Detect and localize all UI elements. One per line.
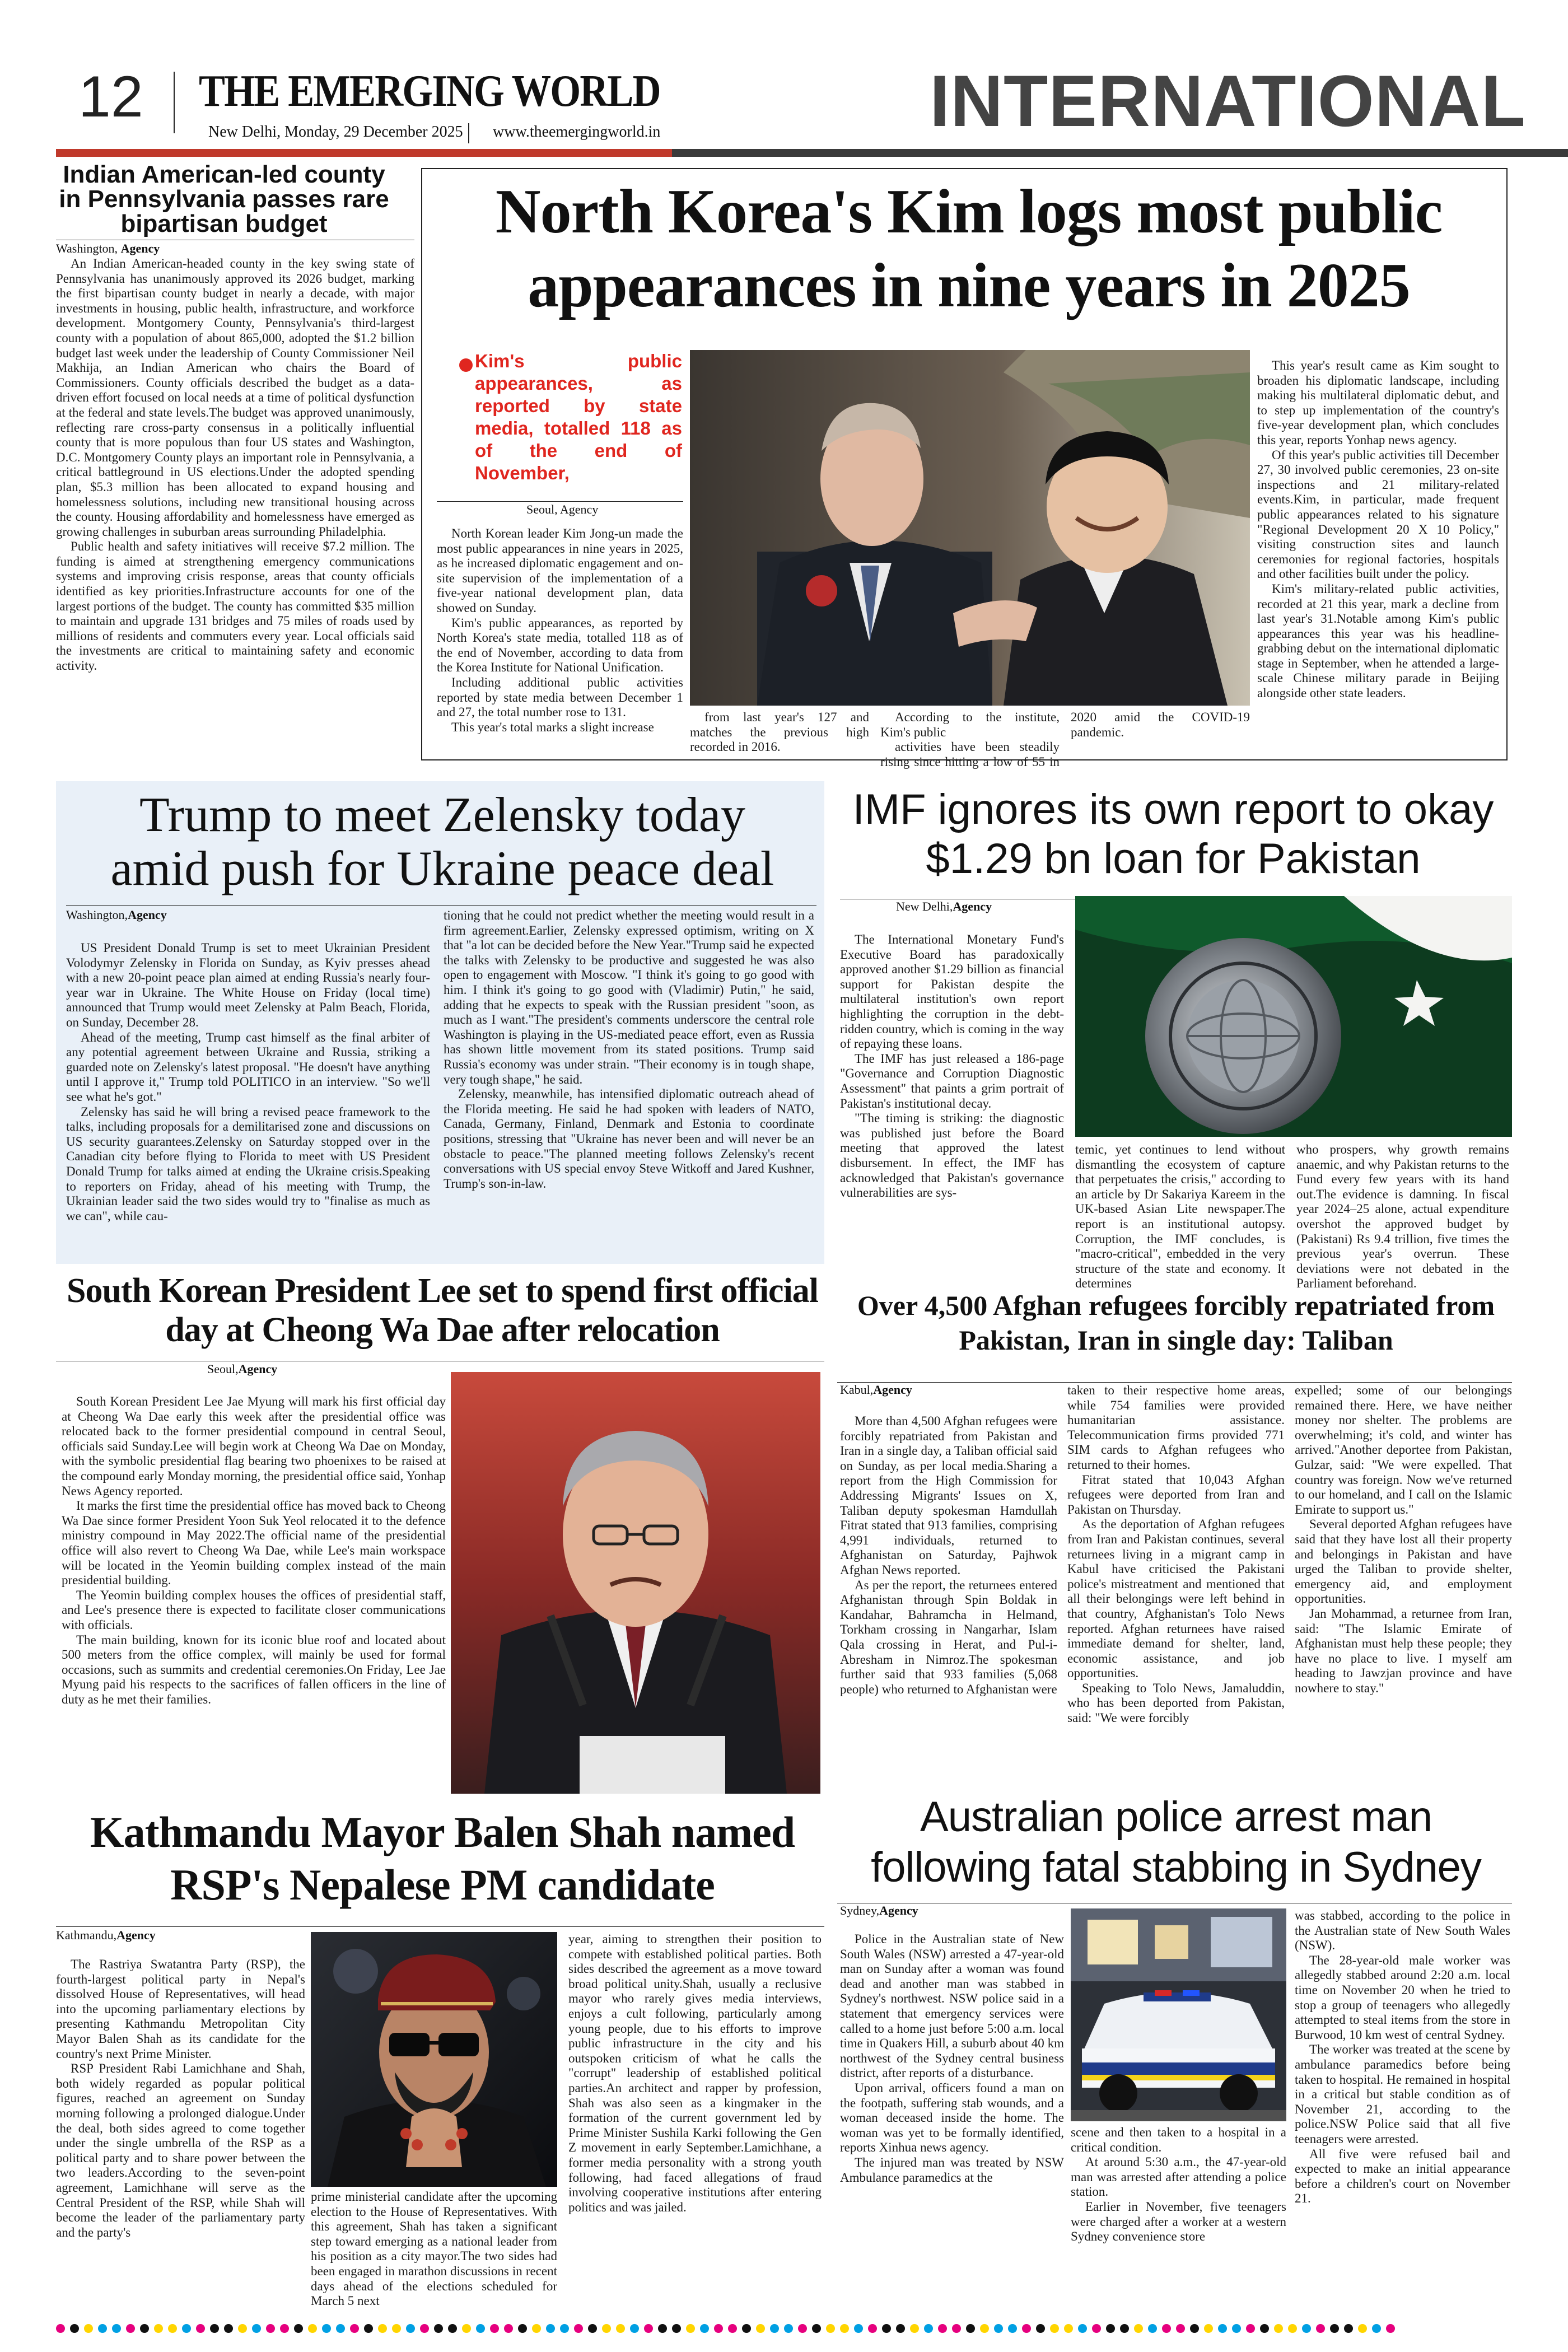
- paragraph: Public health and safety initiatives will receive $7.2 million. The funding is aimed at strengthening emergency communications systems and improving crisis response, areas that county officials identified as key priorities.Infrastructure accounts for one of the largest portions of the budget. The county has committed $35 million to maintain and upgrade 131 bridges and 75 miles of roads used by millions of residents and commuters every year. Local officials said the investments are critical to maintaining safety and economic activity.: [56, 539, 414, 673]
- registration-dot: [364, 2324, 373, 2333]
- kim-dateline-rule: [437, 501, 683, 502]
- registration-dot: [1036, 2324, 1045, 2333]
- dateline: Seoul, Agency: [526, 502, 599, 516]
- paragraph: Several deported Afghan refugees have said that they have lost all their property and belongings in Pakistan and have urged the Taliban to provide shelter, emergency aid, and employment opportunities.: [1295, 1517, 1512, 1606]
- registration-dot: [896, 2324, 905, 2333]
- registration-dot: [1204, 2324, 1213, 2333]
- registration-dot: [1162, 2324, 1171, 2333]
- paragraph: was stabbed, according to the police in the Australian state of New South Wales (NSW).: [1295, 1908, 1510, 1953]
- registration-dot: [1008, 2324, 1017, 2333]
- paragraph: temic, yet continues to lend without dismantling the ecosystem of capture that perpetuates the crisis," according to an article by Dr Sakariya Kareem in the UK-based Asian Lite newspaper.The report is an institutional autopsy. Corruption, the IMF concludes, is "macro-critical", embedded in the very structure of the state and economy. It determines: [1075, 1142, 1285, 1291]
- registration-dot: [1092, 2324, 1101, 2333]
- dateline: Washington,Agency: [66, 908, 167, 922]
- registration-dot: [532, 2324, 541, 2333]
- paragraph: North Korean leader Kim Jong-un made the most public appearances in nine years in 2025, as he increased diplomatic engagement and on-site supervision of the implementation of a five-year national development plan, data showed on Sunday.: [437, 526, 683, 615]
- paragraph: The worker was treated at the scene by ambulance paramedics before being taken to hospital. He remained in hospital in a critical but stable condition as of November 21, according to the police.NSW Police said that all five teenagers were arrested.: [1295, 2042, 1510, 2146]
- registration-dot: [224, 2324, 233, 2333]
- registration-dot: [672, 2324, 681, 2333]
- paragraph: Fitrat stated that 10,043 Afghan refugees were deported from Iran and Pakistan on Thursday.: [1067, 1472, 1285, 1516]
- registration-dot: [168, 2324, 177, 2333]
- registration-dot: [770, 2324, 779, 2333]
- paragraph: The Rastriya Swatantra Party (RSP), the fourth-largest political party in Nepal's dissolved House of Representatives, will head into the upcoming parliamentary elections by presenting Kathmandu Metropolitan City Mayor Balen Shah as its candidate for the country's next Prime Minister.: [56, 1957, 305, 2061]
- sydney-column-2: [1071, 2125, 1286, 2244]
- paragraph: "The timing is striking: the diagnostic was published just before the Board meeting that approved the latest disbursement. In effect, the IMF has acknowledged that Pakistan's governance vulnerabilities are sys-: [840, 1111, 1064, 1200]
- registration-dot: [980, 2324, 989, 2333]
- registration-dot: [588, 2324, 597, 2333]
- kim-putin-photo: [690, 350, 1250, 706]
- website: www.theemergingworld.in: [493, 123, 661, 141]
- registration-dot: [1302, 2324, 1311, 2333]
- registration-dot: [504, 2324, 513, 2333]
- paragraph: Zelensky has said he will bring a revised peace framework to the talks, including proposals for a demilitarised zone and discussions on US security guarantees.Zelensky on Saturday stopped over in the Canadian city before flying to Florida to meet with US President Donald Trump for talks aimed at ending the Ukraine crisis.Speaking to reporters on Friday, ahead of his meeting with Trump, the Ukrainian leader said the two sides would try to "finalise as much as we can", while cau-: [66, 1104, 430, 1223]
- registration-dot: [616, 2324, 625, 2333]
- sydney-column-1: [840, 1932, 1064, 2185]
- registration-dot: [728, 2324, 737, 2333]
- registration-dot: [280, 2324, 289, 2333]
- registration-dot: [1316, 2324, 1325, 2333]
- paragraph: An Indian American-headed county in the key swing state of Pennsylvania has unanimously approved its 2026 budget, marking the first bipartisan county budget in nearly a decade, with major investments in housing, public health, infrastructure, and workforce development. Montgomery County, Pennsylvania's third-largest county with a population of about 865,000, adopted the $1.2 billion budget last week under the leadership of County Commissioner Neil Makhija, an Indian American who chairs the Board of Commissioners. County officials described the budget as a data-driven effort focused on local needs at a time of political dysfunction at the federal and state levels.The budget was approved unanimously, reflecting rare cross-party consensus in a politically influential county that is more populous than four US states and Washington, D.C. Montgomery County plays an important role in Pennsylvania, a critical battleground in US elections.Under the adopted spending plan, $5.3 million has been allocated to expand housing and homelessness solutions, including new transitional housing across the county. Housing affordability and homelessness have emerged as growing challenges in suburban areas surrounding Philadelphia.: [56, 256, 414, 539]
- afghan-column-2: [1067, 1383, 1285, 1726]
- registration-dot: [756, 2324, 765, 2333]
- lee-photo: [451, 1372, 820, 1794]
- registration-dot: [1260, 2324, 1269, 2333]
- registration-dot: [1372, 2324, 1381, 2333]
- registration-dot: [518, 2324, 527, 2333]
- registration-dot: [1078, 2324, 1087, 2333]
- registration-dot: [84, 2324, 93, 2333]
- paragraph: This year's total marks a slight increase: [451, 720, 654, 734]
- registration-dot: [658, 2324, 667, 2333]
- afghan-column-3: [1295, 1383, 1512, 1696]
- trump-column-1: [66, 941, 430, 1224]
- registration-dot: [476, 2324, 485, 2333]
- registration-dot: [266, 2324, 275, 2333]
- paragraph: The IMF has just released a 186-page "Governance and Corruption Diagnostic Assessment" that paints a grim portrait of Pakistan's institutional decay.: [840, 1051, 1064, 1110]
- imf-column-3: [1296, 1142, 1509, 1291]
- registration-dot: [602, 2324, 611, 2333]
- registration-dot: [1218, 2324, 1227, 2333]
- paragraph: South Korean President Lee Jae Myung will mark his first official day at Cheong Wa Dae early this week after the presidential office was relocated back to the former presidential compound in central Seoul, officials said Sunday.Lee will begin work at Cheong Wa Dae on Monday, with the symbolic presidential flag bearing two phoenixes to be raised at the compound early Monday morning, the presidential office said, Yonhap News Agency reported.: [62, 1394, 446, 1498]
- masthead-rule-dark: [672, 149, 1568, 157]
- registration-dot: [322, 2324, 331, 2333]
- sydney-police-photo: [1071, 1908, 1286, 2121]
- registration-dot: [1176, 2324, 1185, 2333]
- imf-pakistan-photo: [1075, 896, 1512, 1137]
- registration-dot: [1386, 2324, 1395, 2333]
- imf-column-1: [840, 932, 1064, 1201]
- paragraph: taken to their respective home areas, while 754 families were provided humanitarian assistance. Telecommunication firms provided 771 SIM cards to Afghan refugees who returned to their homes.: [1067, 1383, 1285, 1472]
- paragraph: Ahead of the meeting, Trump cast himself as the final arbiter of any potential agreement between Ukraine and Russia, striking a guarded note on Zelensky's latest proposal. "He doesn't have anything until I approve it," Trump told POLITICO in an interview. "So we'll see what he's got.": [66, 1030, 430, 1104]
- registration-dot: [434, 2324, 443, 2333]
- registration-dot: [1120, 2324, 1129, 2333]
- section-title: INTERNATIONAL: [930, 60, 1526, 142]
- balen-column-2: [311, 2190, 557, 2309]
- headline: Over 4,500 Afghan refugees forcibly repatriated from Pakistan, Iran in single day: Taliban: [857, 1290, 1495, 1356]
- registration-dot: [70, 2324, 79, 2333]
- registration-dot: [1288, 2324, 1297, 2333]
- registration-dot: [1064, 2324, 1073, 2333]
- registration-dot: [1246, 2324, 1255, 2333]
- paragraph: from last year's 127 and matches the previous high recorded in 2016.: [690, 710, 869, 754]
- registration-dot: [378, 2324, 387, 2333]
- headline: Kathmandu Mayor Balen Shah named RSP's Nepalese PM candidate: [90, 1808, 795, 1909]
- registration-dot: [392, 2324, 401, 2333]
- registration-dot: [966, 2324, 975, 2333]
- registration-dot: [112, 2324, 121, 2333]
- registration-dot: [294, 2324, 303, 2333]
- registration-dot: [98, 2324, 107, 2333]
- registration-dot: [1022, 2324, 1031, 2333]
- registration-dot: [336, 2324, 345, 2333]
- paragraph: According to the institute, Kim's public: [880, 710, 1060, 739]
- registration-dot: [826, 2324, 835, 2333]
- paragraph: Upon arrival, officers found a man on the footpath, suffering stab wounds, and a woman deceased inside the home. The woman was yet to be formally identified, reports Xinhua news agency.: [840, 2080, 1064, 2155]
- paragraph: year, aiming to strengthen their position to compete with established political parties. Both sides described the agreement as a move toward broad political unity.Shah, usually a reclusive mayor who rarely gives media interviews, enjoys a cult following, particularly among young people, due to his efforts to improve public infrastructure in the city and his outspoken criticism of what he calls the "corrupt" leadership of established political parties.An architect and rapper by profession, Shah was also seen as a kingmaker in the formation of the current government led by Prime Minister Sushila Karki following the Gen Z movement in early September.Lamichhane, a former media personality with a strong youth following, had faced allegations of fraud involving cooperative institutions after entering politics and was jailed.: [568, 1932, 822, 2214]
- registration-dot: [56, 2324, 65, 2333]
- paragraph: The 28-year-old male worker was allegedly stabbed around 2:20 a.m. local time on November 20 when he tried to stop a group of teenagers who allegedly attempted to steal items from the store in Burwood, 10 km west of central Sydney.: [1295, 1953, 1510, 2042]
- balen-column-1: [56, 1957, 305, 2240]
- pull-quote-bullet: [459, 358, 473, 372]
- registration-dot: [182, 2324, 191, 2333]
- registration-dot: [574, 2324, 583, 2333]
- trump-column-2: [444, 908, 814, 1191]
- paragraph: scene and then taken to a hospital in a critical condition.: [1071, 2125, 1286, 2154]
- registration-dot: [1358, 2324, 1367, 2333]
- headline: IMF ignores its own report to okay $1.29 bn loan for Pakistan: [852, 786, 1494, 883]
- registration-dot: [994, 2324, 1003, 2333]
- paragraph: activities have been steadily rising since hitting a low of 55 in 2020 amid the COVID-19 pandemic.: [880, 710, 1250, 769]
- paper-name: THE EMERGING WORLD: [199, 67, 660, 116]
- balen-column-3: [568, 1932, 822, 2215]
- balen-photo: [311, 1932, 557, 2187]
- registration-dot: [630, 2324, 639, 2333]
- afghan-column-1: [840, 1414, 1057, 1697]
- paragraph: expelled; some of our belongings remained there. Here, we have neither money nor shelter. The problems are overwhelming; it's cold, and winter has arrived."Another deportee from Pakistan, Gulzar, said: "We were expelled. That country was foreign. Now we've returned to our homeland, and I call on the Islamic Emirate to support us.": [1295, 1383, 1512, 1516]
- kim-under-photo: [690, 710, 1250, 769]
- paragraph: Including additional public activities reported by state media between December 1 and 27, the total number rose to 131.: [437, 675, 683, 720]
- imf-column-2: [1075, 1142, 1285, 1291]
- registration-dot: [840, 2324, 849, 2333]
- registration-dot: [252, 2324, 261, 2333]
- dateline: Washington, Agency: [56, 241, 160, 255]
- registration-dot: [700, 2324, 709, 2333]
- headline: Indian American-led county in Pennsylvania passes rare bipartisan budget: [59, 161, 389, 237]
- dateline: New Delhi,Agency: [896, 899, 992, 913]
- paragraph: At around 5:30 a.m., the 47-year-old man was arrested after attending a police station.: [1071, 2155, 1286, 2199]
- headline: South Korean President Lee set to spend first official day at Cheong Wa Dae after relocation: [66, 1272, 819, 1349]
- registration-dot: [420, 2324, 429, 2333]
- registration-dot: [210, 2324, 219, 2333]
- registration-dot: [1330, 2324, 1339, 2333]
- dateline: Kabul,Agency: [840, 1383, 912, 1397]
- headline: Australian police arrest man following fatal stabbing in Sydney: [871, 1793, 1481, 1891]
- registration-dot: [154, 2324, 163, 2333]
- paragraph: The main building, known for its iconic blue roof and located about 500 meters from the office complex, will mainly be used for formal occasions, such as summits and credential ceremonies.On Friday, Lee Jae Myung paid his respects to the sacrifices of fallen officers in the line of duty as he met their families.: [62, 1632, 446, 1706]
- article-body: [62, 1394, 446, 1707]
- registration-dot: [1344, 2324, 1353, 2333]
- registration-dot: [812, 2324, 821, 2333]
- registration-dot: [196, 2324, 205, 2333]
- headline: Trump to meet Zelensky today amid push for Ukraine peace deal: [110, 788, 774, 896]
- registration-dot: [952, 2324, 961, 2333]
- paragraph: Earlier in November, five teenagers were charged after a worker at a western Sydney convenience store: [1071, 2199, 1286, 2244]
- registration-dot: [1148, 2324, 1157, 2333]
- registration-dot: [406, 2324, 415, 2333]
- dateline: Sydney,Agency: [840, 1903, 918, 1917]
- dateline: Kathmandu,Agency: [56, 1928, 156, 1942]
- registration-dot: [784, 2324, 793, 2333]
- registration-dot: [1232, 2324, 1241, 2333]
- masthead-rule-red: [56, 149, 672, 157]
- registration-dot: [644, 2324, 653, 2333]
- registration-dot: [868, 2324, 877, 2333]
- registration-dot: [714, 2324, 723, 2333]
- registration-dot: [910, 2324, 919, 2333]
- paragraph: It marks the first time the presidential office has moved back to Cheong Wa Dae since former President Yoon Suk Yeol relocated it to the defence ministry compound in May 2022.The official name of the presidential office will also revert to Cheong Wa Dae, while Lee's main workspace will be located in the Yeomin building complex instead of the main presidential building.: [62, 1499, 446, 1588]
- page-number: 12: [78, 64, 143, 129]
- registration-dot: [490, 2324, 499, 2333]
- paragraph: prime ministerial candidate after the upcoming election to the House of Representatives. With this agreement, Shah has taken a significant step toward emerging as a national leader from his position as a city mayor.The two sides had been engaged in marathon discussions in recent days ahead of the elections scheduled for March 5 next: [311, 2190, 557, 2308]
- paragraph: The Yeomin building complex houses the offices of presidential staff, and Lee's presence there is expected to facilitate closer communications with officials.: [62, 1588, 446, 1632]
- pull-quote: Kim's public appearances, as reported by state media, totalled 118 as of the end of November,: [475, 351, 682, 483]
- registration-dot: [686, 2324, 695, 2333]
- registration-dot: [1106, 2324, 1115, 2333]
- paragraph: As per the report, the returnees entered Afghanistan through Spin Boldak in Kandahar, Bahramcha in Helmand, Torkham crossing in Nangarhar, Islam Qala crossing in Herat, and Pul-i-Abresham in Nimroz.The spokesman further said that 933 families (5,068 people) who returned to Afghanistan were: [840, 1578, 1057, 1696]
- paragraph: Kim's public appearances, as reported by North Korea's state media, totalled 118 as of the end of November, according to data from the Korea Institute for National Unification.: [437, 615, 683, 675]
- dateline: Seoul,Agency: [207, 1362, 278, 1376]
- paragraph: tioning that he could not predict whether the meeting would result in a firm agreement.Earlier, Zelensky expressed optimism, writing on X that "a lot can be decided before the New Year."Trump said he expected the talks with Zelensky to be productive and suggested he was also open to engagement with Moscow. "I think it's going to go good with him. I think it's going to go good with (Vladimir) Putin," he said, adding that he expects to speak with the Russian president "soon, as much as I want."The president's comments underscore the central role Washington is playing in the US-mediated peace effort, even as Russia has shown little movement from its stated positions. Trump said Russia's economy was under strain. "Their economy is in tough shape, very tough shape," he said.: [444, 908, 814, 1086]
- paragraph: All five were refused bail and expected to make an initial appearance before a children's court on November 21.: [1295, 2146, 1510, 2206]
- registration-dot: [140, 2324, 149, 2333]
- paragraph: RSP President Rabi Lamichhane and Shah, both widely regarded as popular political figures, reached an agreement on Sunday morning following a prolonged dialogue.Under the deal, both sides agreed to come together under the single umbrella of the RSP as a political party and to share power between the two leaders.According to the seven-point agreement, Lamichhane will serve as the Central President of the RSP, while Shah will become the leader of the parliamentary party and the party's: [56, 2061, 305, 2239]
- paragraph: More than 4,500 Afghan refugees were forcibly repatriated from Pakistan and Iran in a single day, a Taliban official said on Sunday, as per local media.Sharing a report from the High Commission for Addressing Migrants' Issues on X, Taliban deputy spokesman Hamdullah Fitrat stated that 913 families, comprising 4,991 individuals, returned to Afghanistan on Saturday, Pajhwok Afghan News reported.: [840, 1414, 1057, 1577]
- registration-dot: [854, 2324, 863, 2333]
- masthead-divider: [174, 72, 175, 133]
- registration-dot: [126, 2324, 135, 2333]
- registration-dot: [798, 2324, 807, 2333]
- paragraph: Jan Mohammad, a returnee from Iran, said: "The Islamic Emirate of Afghanistan must help these people; they have no place to live. I myself am heading to Jawzjan province and have nowhere to stay.": [1295, 1606, 1512, 1695]
- headline-rule: [56, 1926, 824, 1927]
- paragraph: This year's result came as Kim sought to broaden his diplomatic landscape, including making his multilateral diplomatic debut, and to step up implementation of the country's five-year development plan, which concludes this year, reports Yonhap news agency.: [1257, 358, 1499, 447]
- paragraph: The injured man was treated by NSW Ambulance paramedics at the: [840, 2155, 1064, 2185]
- paragraph: US President Donald Trump is set to meet Ukrainian President Volodymyr Zelensky in Florida on Sunday, as Kyiv presses ahead with a new 20-point peace plan aimed at ending Russia's nearly four-year war in Ukraine. The White House on Friday (local time) announced that Trump would meet Zelensky at Palm Beach, Florida, on Sunday, December 28.: [66, 941, 430, 1029]
- registration-dot: [1274, 2324, 1283, 2333]
- sydney-column-3: [1295, 1908, 1510, 2206]
- headline-rule: [837, 1382, 1512, 1383]
- article-body: [56, 256, 414, 674]
- registration-dot: [882, 2324, 891, 2333]
- paragraph: As the deportation of Afghan refugees from Iran and Pakistan continues, several returnees living in a migrant camp in Kabul have criticised the Pakistani police's mistreatment and mentioned that all their belongings were left behind in that country, Afghanistan's Tolo News reported. Afghan returnees have raised immediate demand for shelter, land, economic assistance, and job opportunities.: [1067, 1517, 1285, 1681]
- registration-dot: [1050, 2324, 1059, 2333]
- registration-dot: [924, 2324, 933, 2333]
- headline-rule: [66, 905, 816, 906]
- paragraph: The International Monetary Fund's Executive Board has paradoxically approved another $1.29 billion as financial support for Pakistan despite the multilateral institution's own report highlighting the corruption in the debt-ridden country, which is coming in the way of repaying these loans.: [840, 932, 1064, 1051]
- registration-dot: [1190, 2324, 1199, 2333]
- masthead-dateline: New Delhi, Monday, 29 December 2025: [208, 123, 463, 141]
- registration-dot: [308, 2324, 317, 2333]
- registration-dot: [350, 2324, 359, 2333]
- registration-dot: [742, 2324, 751, 2333]
- paragraph: Police in the Australian state of New South Wales (NSW) arrested a 47-year-old man on Sunday after a woman was found dead and another man was stabbed in Sydney's northwest. NSW police said in a statement that emergency services were called to a home just before 5:00 a.m. local time in Quakers Hill, a suburb about 40 km northwest of the Sydney central business district, after reports of a disturbance.: [840, 1932, 1064, 2080]
- registration-dot: [238, 2324, 247, 2333]
- paragraph: Zelensky, meanwhile, has intensified diplomatic outreach ahead of the Florida meeting. He said he had spoken with leaders of NATO, Canada, Germany, Finland, Denmark and Estonia to coordinate positions, stressing that "Ukraine has never been and will never be an obstacle to peace."The planned meeting follows Zelensky's recent conversations with US special envoy Steve Witkoff and Jared Kushner, Trump's son-in-law.: [444, 1087, 814, 1191]
- registration-dot: [448, 2324, 457, 2333]
- registration-dot: [546, 2324, 555, 2333]
- paragraph: who prospers, why growth remains anaemic, and why Pakistan returns to the Fund every few years with its hand out.The evidence is damning. In fiscal year 2024–25 alone, actual expenditure overshot the approved budget by (Pakistani) Rs 9.4 trillion, five times the previous year's overrun. These deviations were not debated in the Parliament beforehand.: [1296, 1142, 1509, 1291]
- paragraph: Kim's military-related public activities, recorded at 21 this year, mark a decline from last year's 31.Notable among Kim's public appearances this year was his headline-grabbing debut on the international diplomatic stage in September, when he attended a large-scale Chinese military parade in Beijing alongside other state leaders.: [1257, 581, 1499, 701]
- dateline-divider: [468, 123, 469, 143]
- registration-dot: [1134, 2324, 1143, 2333]
- registration-dot: [560, 2324, 569, 2333]
- registration-dot: [938, 2324, 947, 2333]
- paragraph: Of this year's public activities till December 27, 30 involved public ceremonies, 23 on-site inspections and 21 military-related events.Kim, in particular, made frequent public appearances related to his signature "Regional Development 20 X 10 Policy," visiting construction sites and launch ceremonies for regional factories, hospitals and other facilities built under the policy.: [1257, 447, 1499, 581]
- headline: North Korea's Kim logs most public appearances in nine years in 2025: [495, 177, 1443, 320]
- kim-column-right: [1257, 358, 1499, 701]
- kim-column-1: [437, 526, 683, 735]
- print-registration-dots: [56, 2324, 1395, 2333]
- registration-dot: [462, 2324, 471, 2333]
- paragraph: Speaking to Tolo News, Jamaluddin, who has been deported from Pakistan, said: "We were forcibly: [1067, 1681, 1285, 1725]
